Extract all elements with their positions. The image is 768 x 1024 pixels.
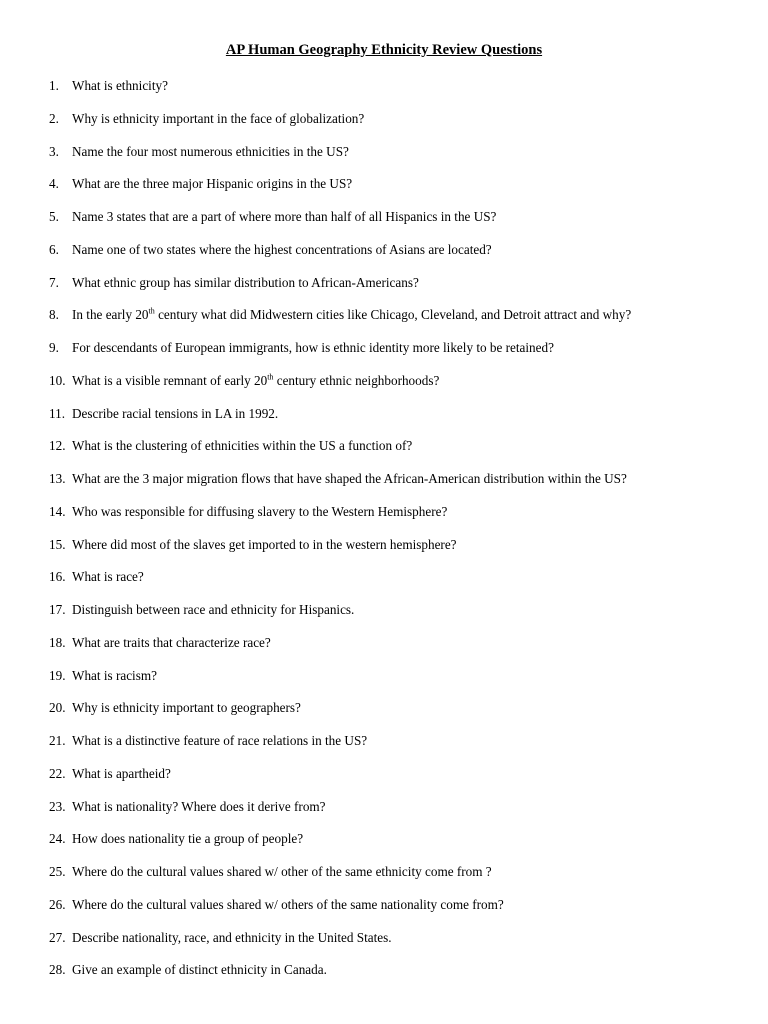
question-number: 28.: [49, 962, 66, 978]
question-text: What is race?: [72, 569, 144, 585]
question-item: [0, 929, 768, 962]
question-item: [0, 961, 768, 994]
question-text: What is ethnicity?: [72, 78, 168, 93]
question-item: [0, 77, 768, 110]
question-text: What is nationality? Where does it derive from?: [72, 798, 326, 814]
question-number: 2.: [49, 110, 59, 126]
document-title: AP Human Geography Ethnicity Review Questions: [225, 42, 543, 58]
question-list: [0, 77, 768, 994]
question-number: 27.: [49, 929, 66, 945]
question-number: 20.: [49, 700, 66, 716]
question-text: What is the clustering of ethnicities within the US a function of?: [72, 438, 413, 454]
question-number: 10.: [49, 372, 66, 388]
question-text: Name one of two states where the highest concentrations of Asians are located?: [72, 241, 492, 257]
question-text: Distinguish between race and ethnicity for Hispanics.: [72, 602, 355, 617]
question-item: [0, 536, 768, 569]
question-item: [0, 699, 768, 732]
question-number: 25.: [49, 864, 66, 879]
question-item: [0, 470, 768, 503]
question-text: Describe racial tensions in LA in 1992.: [72, 405, 279, 421]
question-item: [0, 372, 768, 405]
question-number: 1.: [49, 78, 59, 93]
question-text: How does nationality tie a group of people?: [72, 831, 304, 847]
question-text: What is racism?: [72, 667, 157, 683]
question-number: 16.: [49, 569, 66, 585]
question-text: Name the four most numerous ethnicities in the US?: [72, 143, 349, 159]
question-item: [0, 732, 768, 765]
question-item: [0, 437, 768, 470]
question-item: [0, 241, 768, 274]
question-text-after: century what did Midwestern cities like Chicago, Cleveland, and Detroit attract and why?: [154, 307, 632, 323]
question-item: [0, 274, 768, 307]
question-text: Why is ethnicity important in the face of globalization?: [72, 110, 365, 126]
question-text-after: century ethnic neighborhoods?: [273, 372, 440, 388]
question-item: [0, 110, 768, 143]
question-text: Give an example of distinct ethnicity in Canada.: [72, 962, 327, 978]
question-number: 12.: [49, 438, 66, 454]
question-item: [0, 405, 768, 438]
question-item: [0, 175, 768, 208]
question-item: [0, 830, 768, 863]
question-number: 23.: [49, 798, 66, 814]
question-number: 18.: [49, 634, 66, 650]
question-number: 19.: [49, 667, 66, 683]
question-number: 9.: [49, 340, 59, 355]
question-number: 15.: [49, 536, 66, 552]
question-item: [0, 306, 768, 339]
question-text: Where do the cultural values shared w/ others of the same nationality come from?: [72, 896, 504, 912]
question-number: 6.: [49, 241, 59, 257]
question-text: [72, 306, 631, 324]
question-text: Describe nationality, race, and ethnicity in the United States.: [72, 929, 392, 945]
question-text: What are the 3 major migration flows that have shaped the African-American distribution within the US?: [72, 471, 627, 486]
question-number: 21.: [49, 733, 66, 748]
question-number: 24.: [49, 831, 66, 847]
question-text: Name 3 states that are a part of where more than half of all Hispanics in the US?: [72, 209, 497, 224]
ordinal-superscript: th: [148, 306, 155, 316]
question-number: 14.: [49, 503, 66, 519]
question-item: [0, 667, 768, 700]
question-item: [0, 601, 768, 634]
question-text: For descendants of European immigrants, how is ethnic identity more likely to be retained?: [72, 340, 554, 355]
question-item: [0, 339, 768, 372]
question-number: 26.: [49, 896, 66, 912]
question-number: 5.: [49, 209, 59, 224]
ordinal-superscript: th: [267, 372, 274, 382]
question-item: [0, 896, 768, 929]
question-number: 4.: [49, 176, 59, 192]
question-text-before: In the early 20: [72, 307, 149, 323]
question-item: [0, 503, 768, 536]
question-text: What are the three major Hispanic origins in the US?: [72, 176, 353, 192]
question-item: [0, 634, 768, 667]
question-text: What are traits that characterize race?: [72, 634, 271, 650]
question-item: [0, 765, 768, 798]
question-text: Why is ethnicity important to geographers?: [72, 700, 301, 716]
question-text: What ethnic group has similar distribution to African-Americans?: [72, 274, 419, 290]
question-text: Who was responsible for diffusing slavery to the Western Hemisphere?: [72, 503, 448, 519]
question-item: [0, 863, 768, 896]
question-text: What is a distinctive feature of race relations in the US?: [72, 733, 368, 748]
question-number: 3.: [49, 143, 59, 159]
question-text: [72, 372, 439, 390]
question-text: What is apartheid?: [72, 765, 171, 781]
question-item: [0, 568, 768, 601]
question-text: Where did most of the slaves get imported to in the western hemisphere?: [72, 536, 457, 552]
question-item: [0, 143, 768, 176]
question-text-before: What is a visible remnant of early 20: [72, 372, 268, 388]
question-number: 11.: [49, 405, 65, 421]
question-number: 17.: [49, 602, 66, 617]
question-number: 7.: [49, 274, 59, 290]
question-text: Where do the cultural values shared w/ other of the same ethnicity come from ?: [72, 864, 492, 879]
question-number: 22.: [49, 765, 66, 781]
question-item: [0, 798, 768, 831]
question-number: 8.: [49, 307, 59, 323]
question-number: 13.: [49, 471, 66, 486]
question-item: [0, 208, 768, 241]
